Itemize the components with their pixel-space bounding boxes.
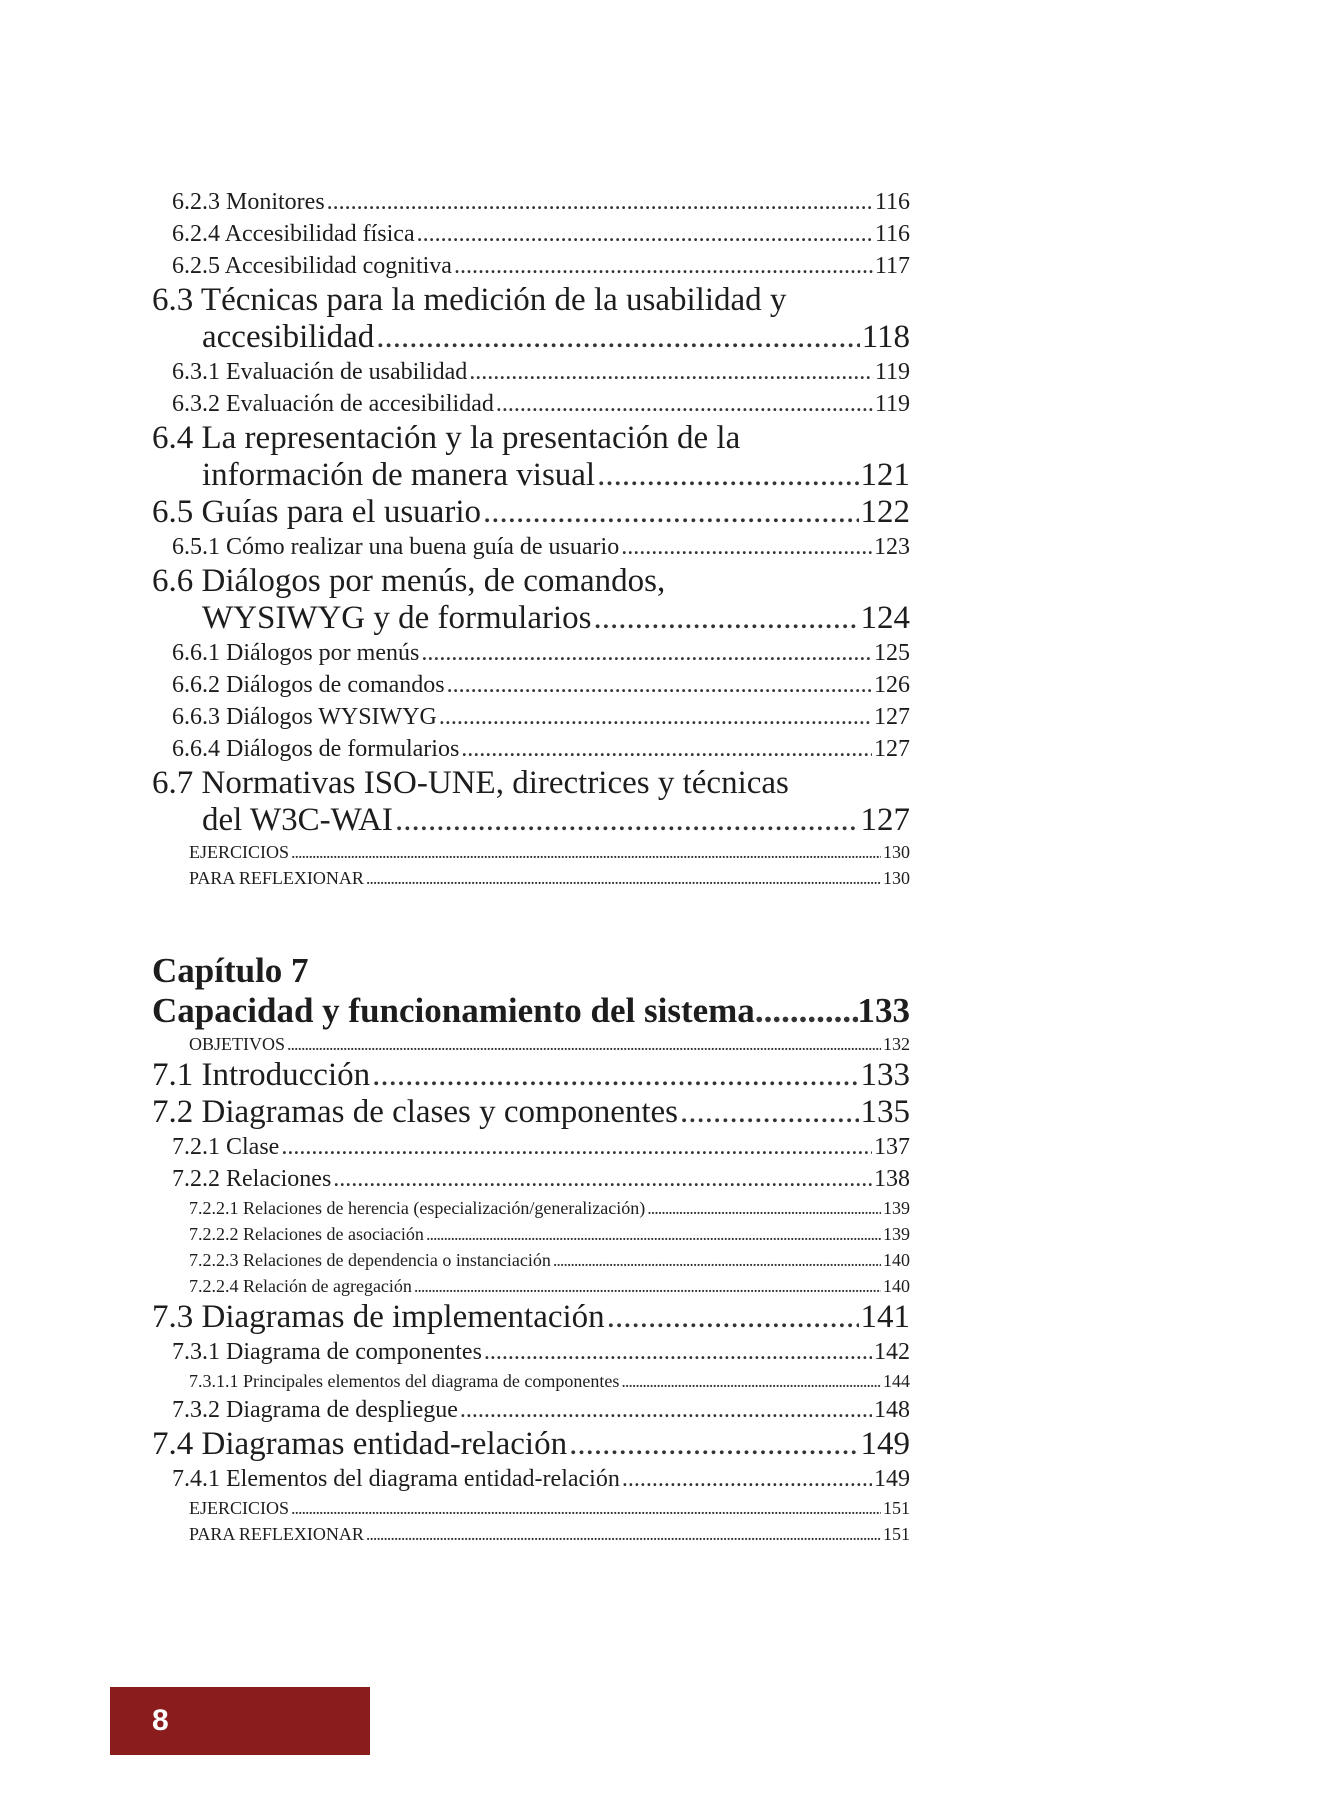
- toc-entry-link[interactable]: [172, 733, 910, 765]
- toc-entry-page-number: 144: [883, 1371, 910, 1391]
- toc-entry-title-wrap: [172, 1131, 279, 1163]
- toc-entry-number: 7.3.1.1: [189, 1371, 239, 1391]
- toc-entry-level-2: [152, 186, 910, 218]
- toc-entry-title-line1: [152, 420, 910, 457]
- toc-entry-title-wrap: [172, 388, 494, 420]
- toc-entry-link[interactable]: [172, 1336, 910, 1368]
- table-of-contents: [152, 186, 910, 1547]
- dot-leader: [426, 1221, 881, 1247]
- dot-leader: [755, 991, 858, 1031]
- toc-entry-page-number: 140: [883, 1276, 910, 1296]
- toc-entry-level-2: [152, 637, 910, 669]
- toc-entry-title-continued: información de manera visual: [202, 457, 596, 493]
- toc-entry-level-2: [152, 733, 910, 765]
- toc-entry-number: 6.2.4: [172, 221, 220, 247]
- toc-entry-page-number: 121: [860, 457, 910, 493]
- toc-entry-number: 7.3.1: [172, 1339, 220, 1365]
- toc-entry-title: Diagramas de clases y componentes: [201, 1094, 679, 1130]
- toc-entry-level-1: [152, 563, 910, 637]
- dot-leader: [569, 1426, 858, 1463]
- toc-entry-level-2: [152, 701, 910, 733]
- toc-entry-title: Evaluación de accesibilidad: [226, 391, 494, 417]
- toc-entry-number: 6.5: [152, 494, 194, 530]
- toc-entry-link[interactable]: [172, 1163, 910, 1195]
- toc-entry-title-wrap: [189, 1273, 412, 1299]
- toc-entry-link[interactable]: [172, 531, 910, 563]
- toc-entry-level-2: [152, 1163, 910, 1195]
- toc-entry-title-wrap: [172, 669, 445, 701]
- dot-leader: [417, 218, 873, 250]
- toc-entry-link[interactable]: [152, 457, 910, 494]
- toc-entry-title-wrap: [189, 1221, 424, 1247]
- toc-entry-page-number: 124: [860, 600, 910, 636]
- toc-entry-title: Evaluación de usabilidad: [226, 359, 468, 385]
- toc-entry-link[interactable]: [172, 637, 910, 669]
- toc-entry-link[interactable]: [172, 1131, 910, 1163]
- toc-entry-page-number: 132: [883, 1034, 910, 1054]
- toc-entry-page-number: 116: [874, 221, 910, 247]
- toc-entry-level-3: [152, 1031, 910, 1057]
- toc-entry-link[interactable]: [152, 1094, 910, 1131]
- chapter-page-number: 133: [857, 991, 910, 1030]
- toc-entry-title: Principales elementos del diagrama de componentes: [243, 1371, 620, 1391]
- toc-entry-number: 7.2.2.4: [189, 1276, 239, 1296]
- toc-entry-title: Diagrama de componentes: [226, 1339, 482, 1365]
- toc-entry-number: 7.2.2.2: [189, 1224, 239, 1244]
- toc-entry-link[interactable]: [152, 600, 910, 637]
- toc-entry-link[interactable]: [172, 218, 910, 250]
- toc-entry-page-number: 117: [874, 253, 910, 279]
- toc-entry-level-1: [152, 282, 910, 356]
- dot-leader: [460, 1394, 872, 1426]
- toc-entry-level-2: [152, 250, 910, 282]
- dot-leader: [461, 733, 872, 765]
- toc-entry-page-number: 135: [860, 1094, 910, 1130]
- toc-entry-page-number: 137: [874, 1134, 910, 1160]
- toc-entry-level-3: [152, 839, 910, 865]
- dot-leader: [333, 1163, 872, 1195]
- toc-entry-link[interactable]: [189, 1495, 910, 1521]
- toc-entry-level-1: [152, 1299, 910, 1336]
- toc-entry-title: EJERCICIOS: [189, 1498, 290, 1518]
- dot-leader: [327, 186, 873, 218]
- toc-entry-title-line1: [152, 282, 910, 319]
- toc-entry-page-number: 127: [874, 704, 910, 730]
- toc-entry-title-continued: accesibilidad: [202, 319, 375, 355]
- toc-entry-page-number: 125: [874, 640, 910, 666]
- dot-leader: [281, 1131, 872, 1163]
- dot-leader: [607, 1299, 859, 1336]
- toc-entry-title-line1: [152, 563, 910, 600]
- chapter-title-entry[interactable]: [152, 991, 910, 1031]
- toc-entry-level-3: [152, 1221, 910, 1247]
- toc-entry-number: 7.1: [152, 1057, 194, 1093]
- toc-entry-level-3: [152, 865, 910, 891]
- chapter-title: Capacidad y funcionamiento del sistema: [152, 991, 755, 1030]
- dot-leader: [622, 1463, 872, 1495]
- toc-entry-link[interactable]: [189, 1247, 910, 1273]
- toc-entry-title-wrap: [172, 1394, 458, 1426]
- toc-entry-level-3: [152, 1195, 910, 1221]
- toc-entry-number: 7.3.2: [172, 1397, 220, 1423]
- toc-entry-page-number: 130: [883, 842, 910, 862]
- dot-leader: [483, 494, 859, 531]
- toc-entry-link[interactable]: [152, 319, 910, 356]
- toc-entry-title-wrap: [172, 1163, 331, 1195]
- toc-entry-title-wrap: [172, 186, 325, 218]
- toc-entry-number: 6.3: [152, 282, 194, 318]
- toc-entry-page-number: 141: [860, 1299, 910, 1335]
- toc-entry-title-wrap: [189, 1521, 364, 1547]
- toc-entry-title-wrap: [189, 865, 364, 891]
- dot-leader: [621, 1368, 881, 1394]
- toc-entry-title-continued: del W3C-WAI: [202, 802, 393, 838]
- toc-entry-link[interactable]: [172, 388, 910, 420]
- toc-entry-title-wrap: [152, 494, 481, 531]
- toc-entry-number: 6.3.1: [172, 359, 220, 385]
- toc-entry-title-wrap: [172, 531, 619, 563]
- dot-leader: [621, 531, 872, 563]
- toc-section-chapter-6: [152, 186, 910, 891]
- toc-entry-title: Técnicas para la medición de la usabilidad y: [200, 282, 787, 318]
- toc-entry-level-1: [152, 494, 910, 531]
- toc-entry-title: Diálogos WYSIWYG: [226, 704, 437, 730]
- toc-entry-page-number: 149: [874, 1466, 910, 1492]
- toc-entry-link[interactable]: [189, 839, 910, 865]
- toc-entry-page-number: 127: [874, 736, 910, 762]
- toc-entry-title-wrap: [189, 1247, 551, 1273]
- toc-entry-title: Diagramas de implementación: [201, 1299, 605, 1335]
- toc-entry-number: 7.2.1: [172, 1134, 220, 1160]
- toc-entry-level-2: [152, 1394, 910, 1426]
- toc-entry-level-2: [152, 669, 910, 701]
- page-number-tab: [110, 1687, 370, 1755]
- toc-entry-title: OBJETIVOS: [189, 1034, 286, 1054]
- toc-entry-title-wrap: [189, 1195, 645, 1221]
- chapter-heading: [152, 951, 910, 1031]
- toc-entry-title: Clase: [226, 1134, 280, 1160]
- toc-entry-title: EJERCICIOS: [189, 842, 290, 862]
- toc-entry-page-number: 127: [860, 802, 910, 838]
- toc-entry-page-number: 149: [860, 1426, 910, 1462]
- dot-leader: [594, 600, 859, 637]
- toc-entry-level-3: [152, 1247, 910, 1273]
- toc-entry-title: Guías para el usuario: [201, 494, 481, 530]
- toc-entry-title: Diagramas entidad-relación: [201, 1426, 568, 1462]
- dot-leader: [680, 1094, 858, 1131]
- dot-leader: [395, 802, 859, 839]
- toc-entry-page-number: 151: [883, 1524, 910, 1544]
- toc-entry-page-number: 126: [874, 672, 910, 698]
- toc-entry-number: 6.2.3: [172, 189, 220, 215]
- toc-entry-level-2: [152, 218, 910, 250]
- toc-entry-title: Relaciones: [226, 1166, 332, 1192]
- dot-leader: [454, 250, 873, 282]
- dot-leader: [421, 637, 872, 669]
- dot-leader: [291, 1495, 881, 1521]
- toc-entry-title: Diálogos por menús: [226, 640, 420, 666]
- toc-entry-link[interactable]: [189, 1273, 910, 1299]
- toc-entry-level-1: [152, 1094, 910, 1131]
- toc-entry-title: Diálogos de formularios: [226, 736, 460, 762]
- toc-entry-page-number: 139: [883, 1198, 910, 1218]
- toc-entry-level-2: [152, 1131, 910, 1163]
- toc-section-chapter-7: [152, 1031, 910, 1547]
- toc-entry-level-1: [152, 420, 910, 494]
- dot-leader: [647, 1195, 881, 1221]
- toc-entry-title: Relaciones de asociación: [243, 1224, 424, 1244]
- toc-entry-title-wrap: [189, 1495, 289, 1521]
- toc-entry-level-3: [152, 1495, 910, 1521]
- toc-entry-title-wrap: [172, 1463, 620, 1495]
- toc-entry-title-wrap: [152, 1057, 370, 1094]
- toc-entry-title-wrap: [172, 356, 467, 388]
- toc-entry-number: 6.3.2: [172, 391, 220, 417]
- toc-entry-title-wrap: [189, 1031, 285, 1057]
- toc-entry-title: Monitores: [226, 189, 325, 215]
- toc-entry-number: 6.6.4: [172, 736, 220, 762]
- toc-entry-link[interactable]: [189, 1521, 910, 1547]
- toc-entry-level-1: [152, 765, 910, 839]
- toc-entry-level-2: [152, 1463, 910, 1495]
- dot-leader: [469, 356, 873, 388]
- dot-leader: [287, 1031, 881, 1057]
- toc-entry-title: Diálogos de comandos: [226, 672, 445, 698]
- dot-leader: [496, 388, 873, 420]
- toc-entry-number: 7.4.1: [172, 1466, 220, 1492]
- toc-entry-title-continued: WYSIWYG y de formularios: [202, 600, 592, 636]
- toc-entry-page-number: 151: [883, 1498, 910, 1518]
- toc-entry-level-1: [152, 1057, 910, 1094]
- toc-entry-title: Diálogos por menús, de comandos,: [201, 563, 666, 599]
- toc-entry-title-wrap: [152, 1426, 567, 1463]
- toc-entry-title: Introducción: [201, 1057, 371, 1093]
- dot-leader: [376, 319, 859, 356]
- toc-entry-number: 6.6.2: [172, 672, 220, 698]
- toc-entry-page-number: 123: [874, 534, 910, 560]
- toc-entry-title: Normativas ISO-UNE, directrices y técnicas: [201, 765, 789, 801]
- toc-entry-link[interactable]: [172, 250, 910, 282]
- dot-leader: [447, 669, 872, 701]
- toc-entry-title-wrap: [189, 1368, 619, 1394]
- toc-entry-link[interactable]: [152, 1057, 910, 1094]
- toc-entry-link[interactable]: [152, 802, 910, 839]
- toc-entry-level-2: [152, 531, 910, 563]
- toc-entry-title-wrap: [172, 637, 419, 669]
- toc-entry-page-number: 133: [860, 1057, 910, 1093]
- toc-entry-title: Relaciones de herencia (especialización/generalización): [243, 1198, 646, 1218]
- dot-leader: [553, 1247, 881, 1273]
- toc-entry-number: 6.2.5: [172, 253, 220, 279]
- toc-entry-number: 7.2.2.3: [189, 1250, 239, 1270]
- toc-entry-link[interactable]: [172, 1394, 910, 1426]
- toc-entry-page-number: 138: [874, 1166, 910, 1192]
- toc-entry-page-number: 140: [883, 1250, 910, 1270]
- toc-entry-number: 7.2.2: [172, 1166, 220, 1192]
- toc-entry-number: 7.3: [152, 1299, 194, 1335]
- toc-entry-link[interactable]: [172, 701, 910, 733]
- toc-entry-link[interactable]: [152, 1426, 910, 1463]
- toc-entry-link[interactable]: [152, 1299, 910, 1336]
- dot-leader: [484, 1336, 872, 1368]
- toc-entry-title: PARA REFLEXIONAR: [189, 868, 364, 888]
- toc-entry-page-number: 130: [883, 868, 910, 888]
- toc-entry-level-2: [152, 1336, 910, 1368]
- dot-leader: [439, 701, 872, 733]
- toc-entry-number: 6.6: [152, 563, 194, 599]
- toc-entry-title: Diagrama de despliegue: [226, 1397, 458, 1423]
- toc-entry-title-wrap: [152, 1094, 678, 1131]
- toc-entry-title: Cómo realizar una buena guía de usuario: [226, 534, 620, 560]
- toc-entry-number: 6.7: [152, 765, 194, 801]
- toc-entry-title: Accesibilidad física: [224, 221, 415, 247]
- toc-entry-number: 7.4: [152, 1426, 194, 1462]
- toc-entry-level-3: [152, 1273, 910, 1299]
- toc-entry-title: La representación y la presentación de la: [201, 420, 741, 456]
- toc-entry-title: Relaciones de dependencia o instanciación: [243, 1250, 551, 1270]
- dot-leader: [414, 1273, 881, 1299]
- toc-entry-number: 7.2: [152, 1094, 194, 1130]
- toc-entry-page-number: 148: [874, 1397, 910, 1423]
- toc-entry-title: PARA REFLEXIONAR: [189, 1524, 364, 1544]
- toc-entry-link[interactable]: [172, 1463, 910, 1495]
- toc-entry-number: 6.5.1: [172, 534, 220, 560]
- toc-entry-level-3: [152, 1368, 910, 1394]
- toc-entry-page-number: 122: [860, 494, 910, 530]
- toc-entry-link[interactable]: [172, 669, 910, 701]
- toc-entry-number: 6.6.1: [172, 640, 220, 666]
- toc-entry-number: 6.6.3: [172, 704, 220, 730]
- toc-entry-page-number: 119: [874, 391, 910, 417]
- toc-entry-title-wrap: [172, 218, 415, 250]
- dot-leader: [597, 457, 858, 494]
- toc-entry-title: Relación de agregación: [243, 1276, 412, 1296]
- dot-leader: [372, 1057, 858, 1094]
- toc-entry-level-2: [152, 356, 910, 388]
- dot-leader: [366, 1521, 881, 1547]
- toc-entry-number: 6.4: [152, 420, 194, 456]
- toc-entry-link[interactable]: [189, 1031, 910, 1057]
- toc-entry-title-wrap: [189, 839, 289, 865]
- toc-entry-link[interactable]: [189, 865, 910, 891]
- toc-entry-page-number: 119: [874, 359, 910, 385]
- toc-entry-link[interactable]: [172, 356, 910, 388]
- toc-entry-page-number: 118: [861, 319, 910, 355]
- toc-entry-level-2: [152, 388, 910, 420]
- toc-entry-link[interactable]: [189, 1221, 910, 1247]
- toc-entry-title-wrap: [152, 1299, 605, 1336]
- toc-entry-page-number: 142: [874, 1339, 910, 1365]
- toc-entry-title-wrap: [172, 250, 452, 282]
- toc-entry-title-wrap: [172, 701, 437, 733]
- page-number: 8: [152, 1704, 169, 1737]
- toc-entry-number: 7.2.2.1: [189, 1198, 239, 1218]
- toc-entry-title: Accesibilidad cognitiva: [224, 253, 452, 279]
- toc-entry-link[interactable]: [172, 186, 910, 218]
- dot-leader: [291, 839, 881, 865]
- toc-entry-level-3: [152, 1521, 910, 1547]
- chapter-label: Capítulo 7: [152, 951, 309, 990]
- toc-entry-link[interactable]: [189, 1195, 910, 1221]
- toc-entry-link[interactable]: [152, 494, 910, 531]
- toc-entry-title-wrap: [172, 733, 459, 765]
- toc-entry-title-line1: [152, 765, 910, 802]
- toc-entry-page-number: 139: [883, 1224, 910, 1244]
- toc-entry-page-number: 116: [874, 189, 910, 215]
- toc-entry-title: Elementos del diagrama entidad-relación: [226, 1466, 620, 1492]
- toc-entry-title-wrap: [172, 1336, 482, 1368]
- dot-leader: [366, 865, 881, 891]
- toc-entry-level-1: [152, 1426, 910, 1463]
- toc-entry-link[interactable]: [189, 1368, 910, 1394]
